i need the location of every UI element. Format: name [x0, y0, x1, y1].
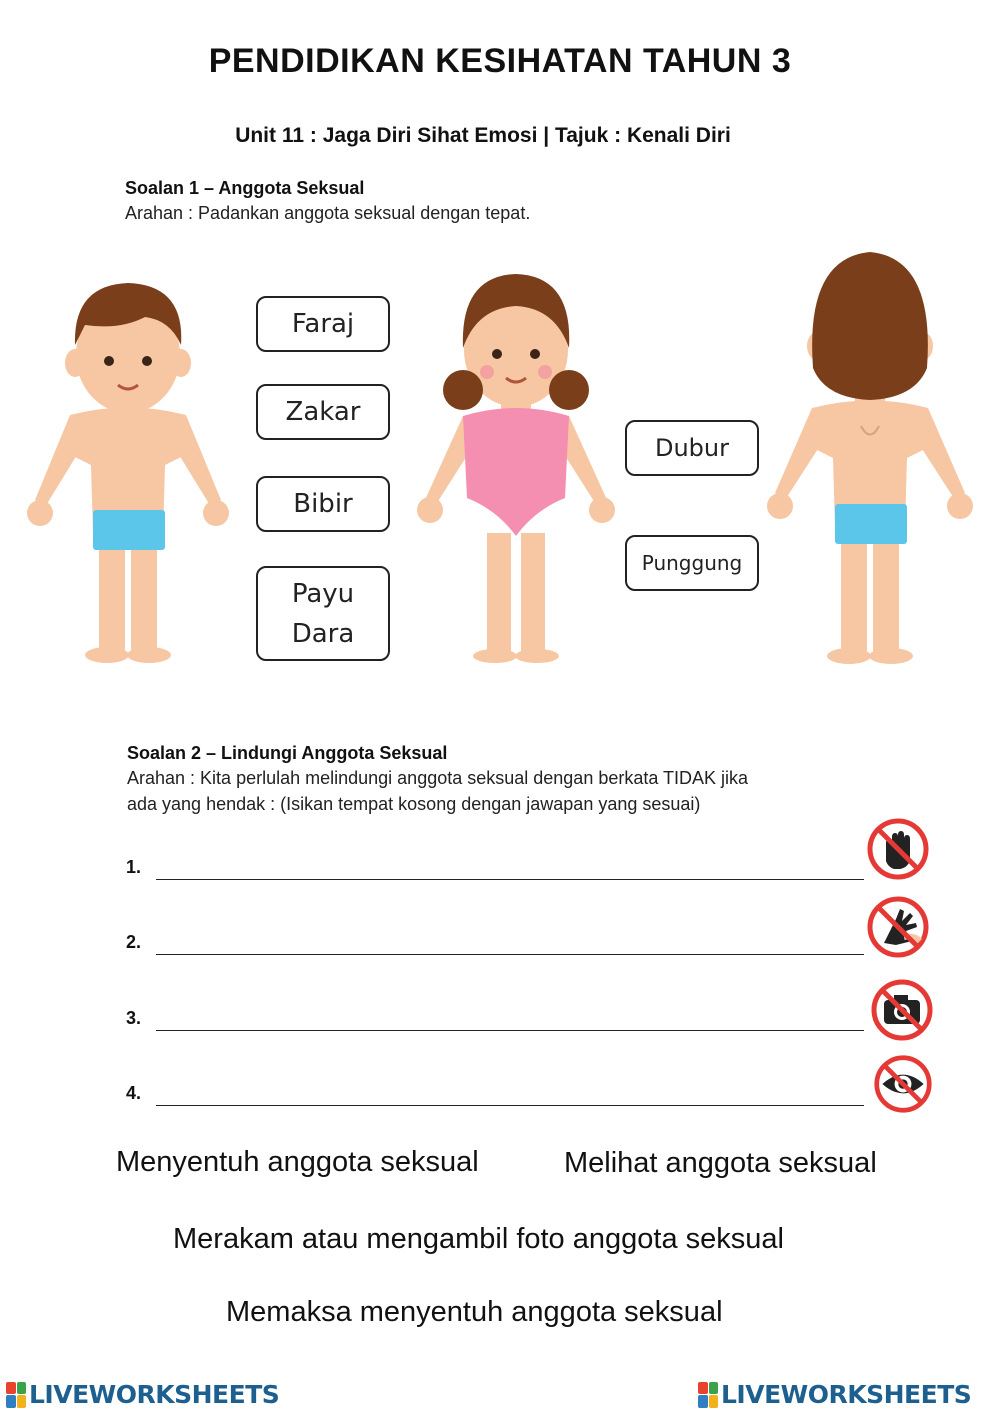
no-eye-icon	[873, 1054, 933, 1114]
liveworksheets-logo-left	[6, 1380, 279, 1409]
word-box-dubur[interactable]: Dubur	[625, 420, 759, 476]
question2-instruction-line2: ada yang hendak : (Isikan tempat kosong dengan jawapan yang sesuai)	[127, 794, 701, 814]
item-number-1: 1.	[126, 857, 142, 877]
answer-choice-memaksa[interactable]: Memaksa menyentuh anggota seksual	[226, 1296, 723, 1328]
question2-heading: Soalan 2 – Lindungi Anggota Seksual	[127, 743, 448, 763]
answer-choice-merakam[interactable]: Merakam atau mengambil foto anggota seksual	[173, 1223, 784, 1255]
girl-front-figure	[415, 268, 620, 663]
answer-choice-menyentuh[interactable]: Menyentuh anggota seksual	[116, 1146, 479, 1178]
answer-choice-melihat[interactable]: Melihat anggota seksual	[564, 1147, 877, 1179]
question1-instruction: Arahan : Padankan anggota seksual dengan tepat.	[125, 203, 531, 223]
item-number-3: 3.	[126, 1008, 142, 1028]
word-box-faraj[interactable]: Faraj	[256, 296, 390, 352]
brand-text: LIVEWORKSHEETS	[721, 1380, 972, 1409]
no-touching-icon	[866, 895, 930, 959]
answer-field-2[interactable]	[156, 926, 864, 955]
no-camera-icon	[870, 978, 934, 1042]
word-box-payu-dara[interactable]	[256, 566, 390, 661]
page-subtitle: Unit 11 : Jaga Diri Sihat Emosi | Tajuk : Kenali Diri	[235, 124, 731, 147]
no-hand-stop-icon	[866, 817, 930, 881]
question2-instruction-line1: Arahan : Kita perlulah melindungi anggota seksual dengan berkata TIDAK jika	[127, 768, 749, 788]
page-title: PENDIDIKAN KESIHATAN TAHUN 3	[208, 42, 792, 80]
liveworksheets-mark-icon	[698, 1382, 718, 1408]
word-payu-line2: Dara	[291, 618, 355, 649]
word-payu-line1: Payu	[291, 578, 355, 609]
boy-back-figure	[765, 248, 975, 668]
liveworksheets-logo-right	[698, 1380, 971, 1409]
word-box-zakar[interactable]: Zakar	[256, 384, 390, 440]
answer-field-4[interactable]	[156, 1077, 864, 1106]
brand-text: LIVEWORKSHEETS	[29, 1380, 280, 1409]
liveworksheets-mark-icon	[6, 1382, 26, 1408]
answer-field-3[interactable]	[156, 1002, 864, 1031]
word-box-bibir[interactable]: Bibir	[256, 476, 390, 532]
answer-field-1[interactable]	[156, 851, 864, 880]
item-number-2: 2.	[126, 932, 142, 952]
question1-heading: Soalan 1 – Anggota Seksual	[125, 178, 365, 198]
boy-front-figure	[25, 275, 235, 665]
item-number-4: 4.	[126, 1083, 142, 1103]
word-box-punggung[interactable]: Punggung	[625, 535, 759, 591]
